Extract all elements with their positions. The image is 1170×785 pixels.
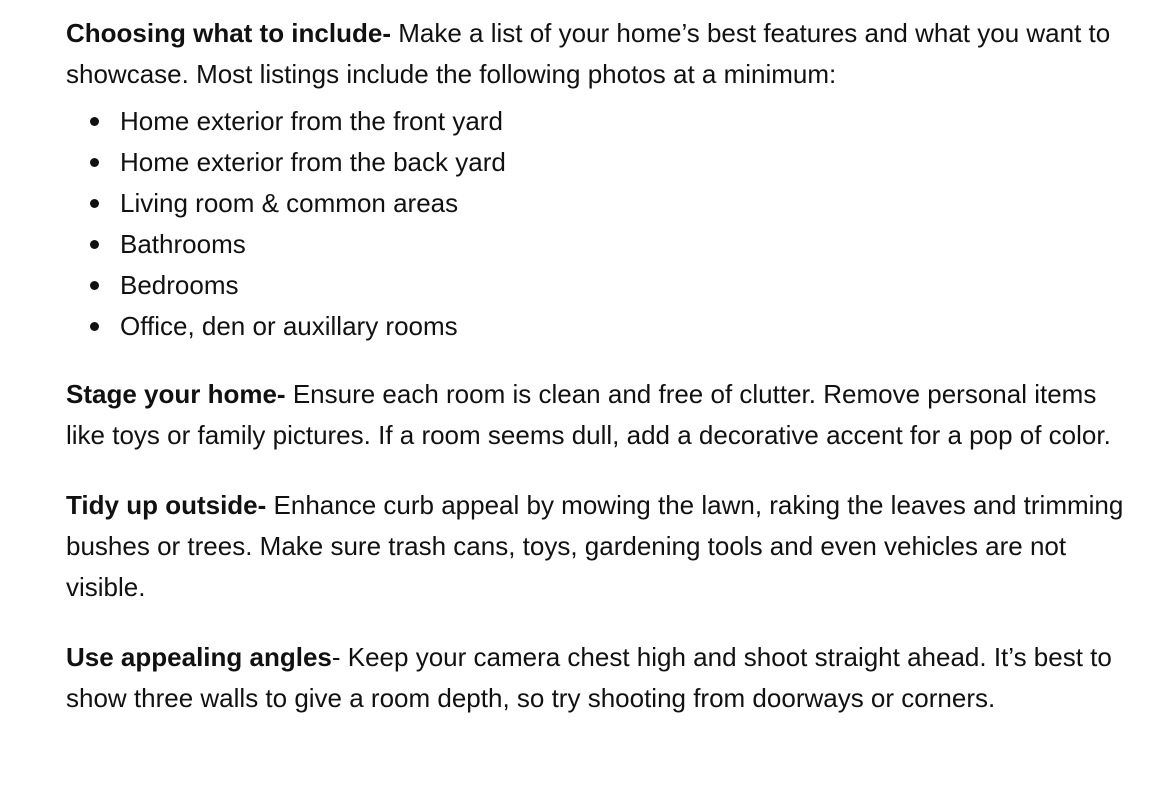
paragraph-text: - Keep your camera chest high and shoot straight ahead. It’s best to show three walls to give a room depth, so try shooting from doorways or corners.: [66, 642, 1112, 713]
paragraph-stage-your-home: [66, 374, 1126, 456]
paragraph-tidy-up-outside: [66, 485, 1126, 608]
paragraph-text: Make a list of your home’s best features and what you want to showcase. Most listings include the following photos at a minimum:: [66, 18, 1111, 89]
list-item: [120, 306, 1126, 347]
list-item-label: Home exterior from the back yard: [120, 147, 506, 177]
bullet-icon: [90, 281, 99, 290]
list-item-label: Bathrooms: [120, 229, 246, 259]
article-body: [66, 13, 1126, 719]
paragraph-heading: Tidy up outside-: [66, 490, 267, 520]
paragraph-choosing-what-to-include: [66, 13, 1126, 95]
bullet-icon: [90, 117, 99, 126]
list-item: [120, 101, 1126, 142]
paragraph-use-appealing-angles: [66, 637, 1126, 719]
bullet-icon: [90, 199, 99, 208]
bullet-icon: [90, 240, 99, 249]
bullet-icon: [90, 158, 99, 167]
list-item: [120, 224, 1126, 265]
list-item: [120, 183, 1126, 224]
list-item: [120, 265, 1126, 306]
list-item: [120, 142, 1126, 183]
paragraph-heading: Choosing what to include-: [66, 18, 391, 48]
list-item-label: Bedrooms: [120, 270, 239, 300]
photo-checklist: [66, 101, 1126, 347]
paragraph-heading: Stage your home-: [66, 379, 286, 409]
paragraph-text: Enhance curb appeal by mowing the lawn, raking the leaves and trimming bushes or trees. Make sure trash cans, toys, gardening tools and even vehicles are not visible.: [66, 490, 1124, 602]
paragraph-heading: Use appealing angles: [66, 642, 332, 672]
paragraph-text: Ensure each room is clean and free of clutter. Remove personal items like toys or family pictures. If a room seems dull, add a decorative accent for a pop of color.: [66, 379, 1111, 450]
list-item-label: Office, den or auxillary rooms: [120, 311, 458, 341]
list-item-label: Home exterior from the front yard: [120, 106, 503, 136]
list-item-label: Living room & common areas: [120, 188, 459, 218]
bullet-icon: [90, 322, 99, 331]
